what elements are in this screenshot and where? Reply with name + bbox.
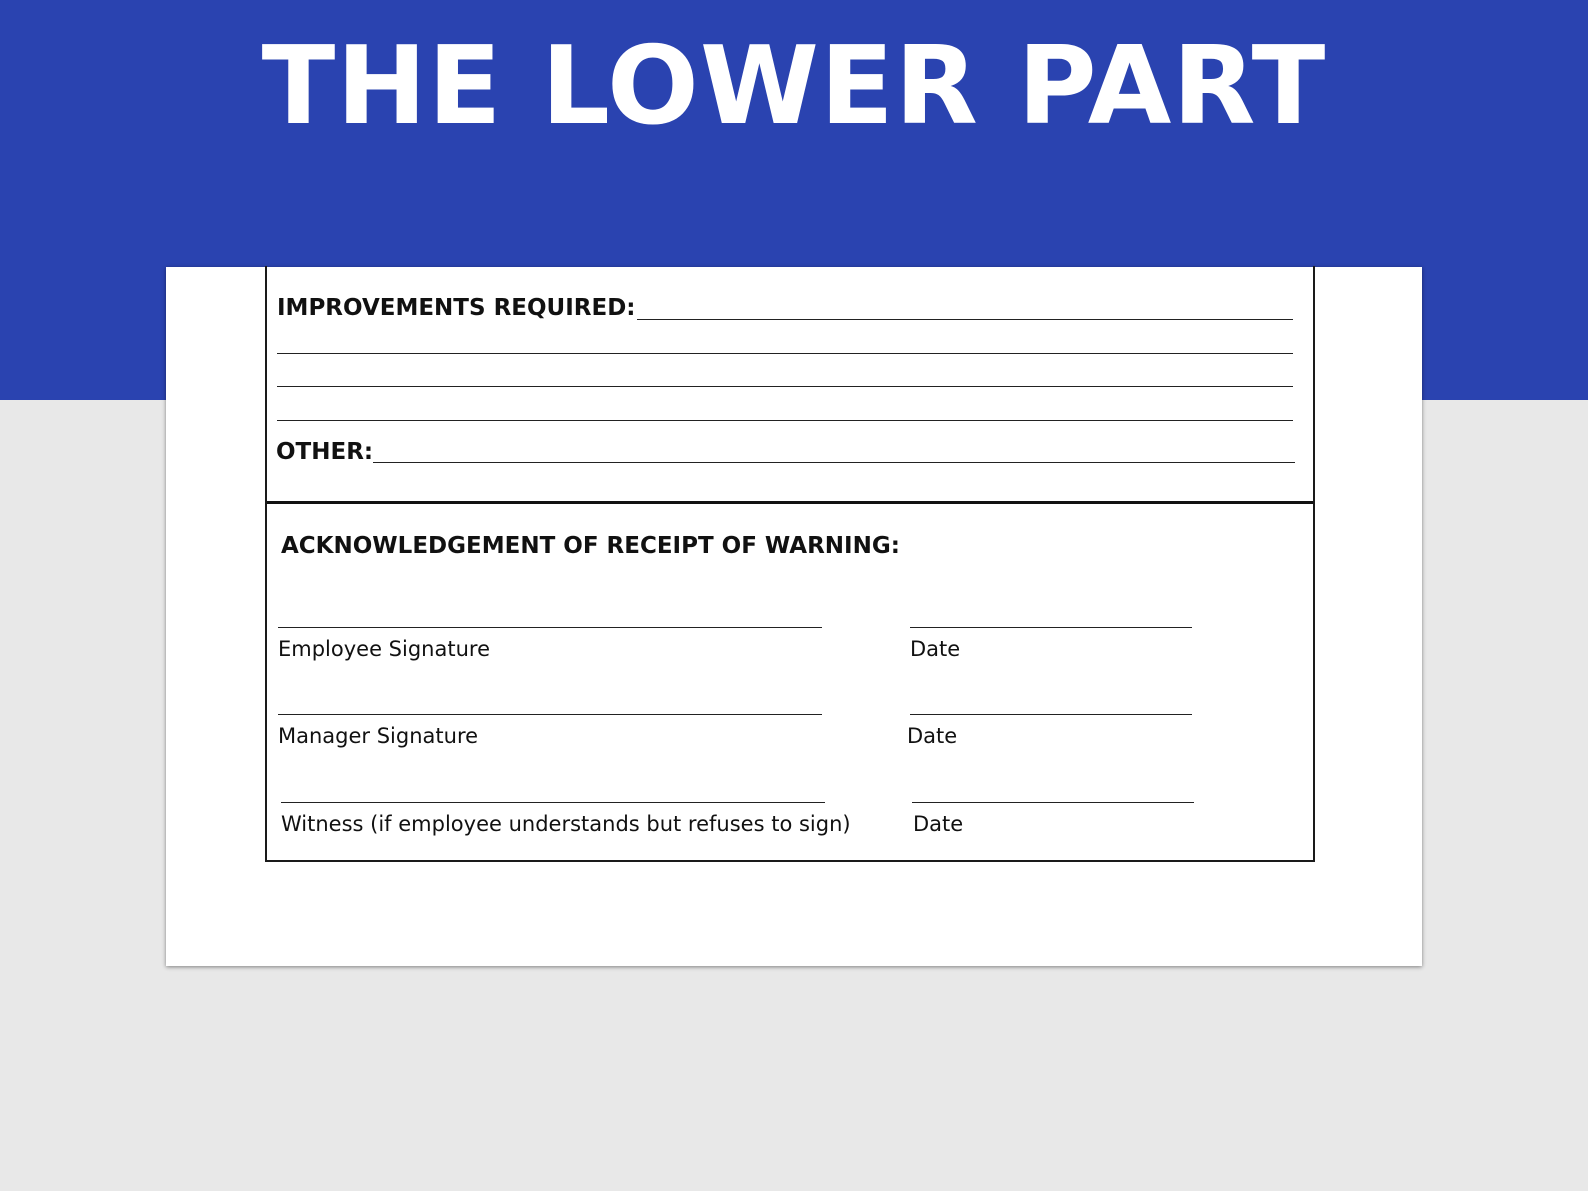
employee-date-label: Date [910, 637, 961, 661]
witness-date-line[interactable] [912, 802, 1194, 803]
acknowledgement-heading: ACKNOWLEDGEMENT OF RECEIPT OF WARNING: [281, 533, 900, 559]
improvements-required-label: IMPROVEMENTS REQUIRED: [277, 295, 636, 321]
section-divider [267, 501, 1313, 504]
employee-signature-line[interactable] [278, 627, 822, 628]
manager-date-label: Date [907, 724, 958, 748]
improvements-line-3[interactable] [277, 386, 1293, 387]
improvements-line-4[interactable] [277, 420, 1293, 421]
other-line[interactable] [373, 462, 1295, 463]
manager-signature-label: Manager Signature [278, 724, 479, 748]
witness-signature-label: Witness (if employee understands but refuses to sign) [281, 812, 851, 836]
other-label: OTHER: [276, 439, 374, 465]
employee-date-line[interactable] [910, 627, 1192, 628]
witness-date-label: Date [913, 812, 964, 836]
manager-date-line[interactable] [910, 714, 1192, 715]
employee-signature-label: Employee Signature [278, 637, 490, 661]
manager-signature-line[interactable] [278, 714, 822, 715]
improvements-line-2[interactable] [277, 353, 1293, 354]
witness-signature-line[interactable] [281, 802, 825, 803]
form-sheet [166, 267, 1422, 966]
form-box [265, 266, 1315, 862]
page-title: THE LOWER PART [261, 24, 1327, 149]
improvements-line-1[interactable] [637, 319, 1293, 320]
